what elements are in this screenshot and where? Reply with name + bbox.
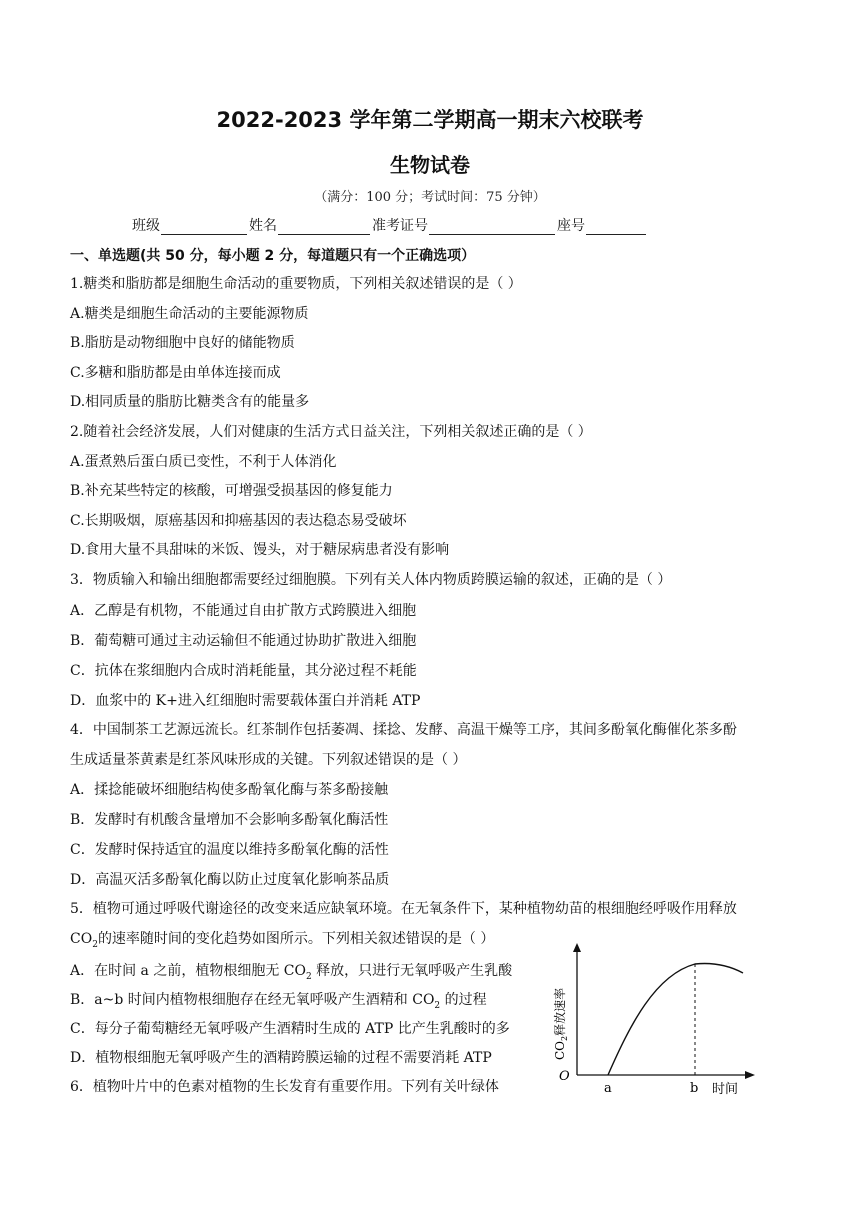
q2-option-a: A.蛋煮熟后蛋白质已变性，不利于人体消化 [70,454,337,470]
q3-option-a: A．乙醇是有机物，不能通过自由扩散方式跨膜进入细胞 [70,603,417,619]
q5-stem-line2: $CO_2$的速率随时间的变化趋势如图所示。下列相关叙述错误的是（ ） [70,931,495,950]
q5-option-c: C．每分子葡萄糖经无氧呼吸产生酒精时生成的 ATP 比产生乳酸时的多 [70,1021,510,1037]
class-label: 班级 [132,218,160,234]
q2-option-b: B.补充某些特定的核酸，可增强受损基因的修复能力 [70,483,393,499]
x-mark-a: a [604,1081,612,1096]
q4-option-d: D．高温灭活多酚氧化酶以防止过度氧化影响茶品质 [70,872,390,888]
q3-stem: 3．物质输入和输出细胞都需要经过细胞膜。下列有关人体内物质跨膜运输的叙述，正确的是（ ） [70,572,672,588]
q2-option-d: D.食用大量不具甜味的米饭、馒头，对于糖尿病患者没有影响 [70,542,450,558]
q5-option-b: B．a~b 时间内植物根细胞存在经无氧呼吸产生酒精和 $CO_2$ 的过程 [70,992,487,1011]
q2-stem: 2.随着社会经济发展，人们对健康的生活方式日益关注，下列相关叙述正确的是（ ） [70,424,592,440]
exam-info: （满分：100 分；考试时间：75 分钟） [314,190,546,205]
seat-label: 座号 [557,218,585,234]
q1-stem: 1.糖类和脂肪都是细胞生命活动的重要物质，下列相关叙述错误的是（ ） [70,276,522,292]
q4-stem-line2: 生成适量茶黄素是红茶风味形成的关键。下列叙述错误的是（ ） [70,752,467,768]
y-axis-label [552,988,569,1060]
q3-option-b: B．葡萄糖可通过主动运输但不能通过协助扩散进入细胞 [70,633,417,649]
q4-option-a: A．揉捻能破坏细胞结构使多酚氧化酶与茶多酚接触 [70,782,389,798]
student-info-line [132,215,648,235]
q3-option-c: C．抗体在浆细胞内合成时消耗能量，其分泌过程不耗能 [70,663,417,679]
x-axis-label: 时间 [712,1082,739,1097]
q1-option-a: A.糖类是细胞生命活动的主要能源物质 [70,306,309,322]
y-axis-arrow [573,943,581,952]
q1-option-b: B.脂肪是动物细胞中良好的储能物质 [70,335,295,351]
origin-label: O [559,1069,570,1084]
svg-text:CO2释放速率: $CO_2$释放速率 [553,987,569,1060]
co2-release-rate-chart [545,940,760,1100]
class-blank[interactable] [161,219,247,235]
q1-option-d: D.相同质量的脂肪比糖类含有的能量多 [70,394,310,410]
co2-curve [608,963,743,1075]
exam-number-blank[interactable] [429,219,555,235]
q1-option-c: C.多糖和脂肪都是由单体连接而成 [70,365,281,381]
name-blank[interactable] [278,219,370,235]
name-label: 姓名 [249,218,277,234]
q2-option-c: C.长期吸烟，原癌基因和抑癌基因的表达稳态易受破坏 [70,513,407,529]
q4-stem-line1: 4．中国制茶工艺源远流长。红茶制作包括萎凋、揉捻、发酵、高温干燥等工序，其间多酚氧化酶催化茶多酚 [70,722,737,738]
exam-title: 2022-2023 学年第二学期高一期末六校联考 [216,108,644,132]
q5-option-d: D．植物根细胞无氧呼吸产生的酒精跨膜运输的过程不需要消耗 ATP [70,1050,492,1066]
x-mark-b: b [690,1081,699,1096]
section-heading: 一、单选题(共 50 分，每小题 2 分，每道题只有一个正确选项） [70,248,476,264]
subject-title: 生物试卷 [390,153,470,177]
seat-blank[interactable] [586,219,646,235]
q5-stem-line1: 5．植物可通过呼吸代谢途径的改变来适应缺氧环境。在无氧条件下，某种植物幼苗的根细胞经呼吸作用释放 [70,901,737,917]
exam-number-label: 准考证号 [372,218,428,234]
q3-option-d: D．血浆中的 K+进入红细胞时需要载体蛋白并消耗 ATP [70,693,421,709]
x-axis-arrow [745,1071,755,1079]
q6-stem: 6．植物叶片中的色素对植物的生长发育有重要作用。下列有关叶绿体 [70,1079,499,1095]
q4-option-b: B．发酵时有机酸含量增加不会影响多酚氧化酶活性 [70,812,389,828]
q4-option-c: C．发酵时保持适宜的温度以维持多酚氧化酶的活性 [70,842,389,858]
q5-option-a: A．在时间 a 之前，植物根细胞无 $CO_2$ 释放，只进行无氧呼吸产生乳酸 [70,963,513,982]
